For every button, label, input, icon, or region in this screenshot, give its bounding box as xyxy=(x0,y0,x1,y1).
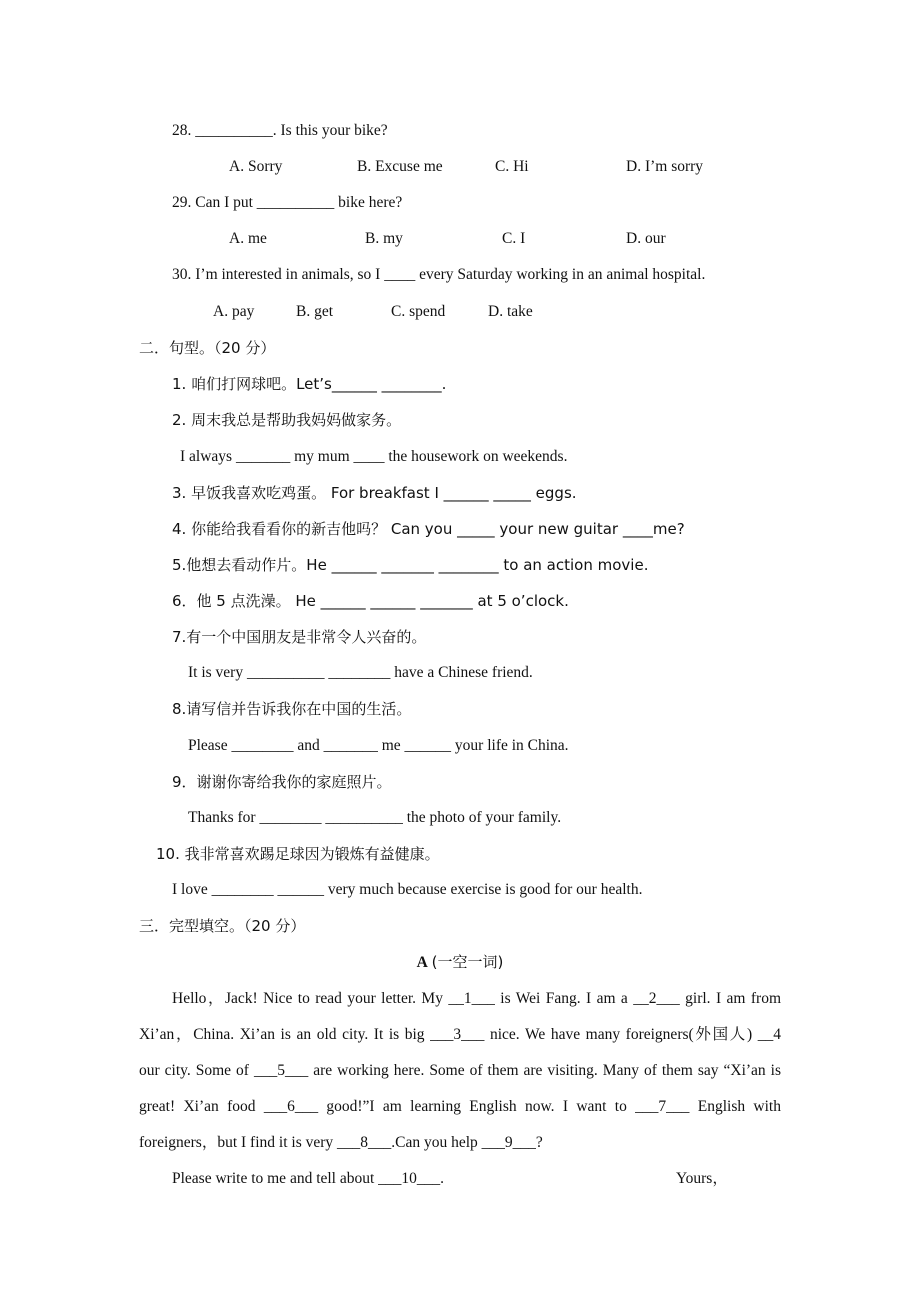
question-28-option-d: D. I’m sorry xyxy=(626,158,704,175)
question-29-option-b: B. my xyxy=(365,230,403,247)
section-2-heading: 二．句型。（20 分） xyxy=(139,339,276,357)
question-30-option-d: D. take xyxy=(488,303,533,320)
question-30-option-b: B. get xyxy=(296,303,334,320)
letter-signoff: Yours， xyxy=(676,1170,728,1187)
sentence-item-7-prompt: 7.有一个中国朋友是非常令人兴奋的。 xyxy=(172,628,427,646)
cloze-subtitle xyxy=(0,952,920,973)
question-30-option-a: A. pay xyxy=(213,303,255,320)
sentence-item-2-answer: I always _______ my mum ____ the housework on weekends. xyxy=(180,448,568,465)
cloze-line-2: Xi’an，China. Xi’an is an old city. It is big ___3___ nice. We have many foreigners(外国人) __4 xyxy=(139,1026,781,1043)
sentence-item-5: 5.他想去看动作片。He ______ _______ ________ to an action movie. xyxy=(172,556,649,574)
section-3-heading: 三．完型填空。（20 分） xyxy=(139,917,306,935)
cloze-line-5: foreigners，but I find it is very ___8___.Can you help ___9___? xyxy=(139,1134,543,1151)
sentence-item-2-prompt: 2. 周末我总是帮助我妈妈做家务。 xyxy=(172,411,402,429)
cloze-line-1: Hello，Jack! Nice to read your letter. My __1___ is Wei Fang. I am a __2___ girl. I am from xyxy=(172,990,781,1007)
question-30-stem: 30. I’m interested in animals, so I ____ every Saturday working in an animal hospital. xyxy=(172,266,706,283)
question-29-option-d: D. our xyxy=(626,230,666,247)
sentence-item-8-prompt: 8.请写信并告诉我你在中国的生活。 xyxy=(172,700,412,718)
sentence-item-9-prompt: 9．谢谢你寄给我你的家庭照片。 xyxy=(172,773,392,791)
sentence-item-6: 6．他 5 点洗澡。 He ______ ______ _______ at 5 o’clock. xyxy=(172,592,569,610)
sentence-item-10-answer: I love ________ ______ very much because exercise is good for our health. xyxy=(172,881,643,898)
question-29-stem: 29. Can I put __________ bike here? xyxy=(172,194,403,211)
question-29-option-a: A. me xyxy=(229,230,267,247)
question-28-option-a: A. Sorry xyxy=(229,158,283,175)
question-28-option-c: C. Hi xyxy=(495,158,529,175)
sentence-item-4: 4. 你能给我看看你的新吉他吗？ Can you _____ your new guitar ____me? xyxy=(172,520,685,538)
cloze-line-4: great! Xi’an food ___6___ good!”I am learning English now. I want to ___7___ English with xyxy=(139,1098,781,1115)
cloze-closing-line: Please write to me and tell about ___10___. xyxy=(172,1170,445,1187)
sentence-item-3: 3. 早饭我喜欢吃鸡蛋。 For breakfast I ______ _____ eggs. xyxy=(172,484,577,502)
cloze-part-note: (一空一词) xyxy=(431,953,504,971)
question-28-stem: 28. __________. Is this your bike? xyxy=(172,122,388,139)
sentence-item-1: 1. 咱们打网球吧。Let’s______ ________. xyxy=(172,375,447,393)
cloze-line-3: our city. Some of ___5___ are working here. Some of them are visiting. Many of them say “Xi’an is xyxy=(139,1062,781,1079)
cloze-part-label: A xyxy=(416,954,428,971)
sentence-item-10-prompt: 10. 我非常喜欢踢足球因为锻炼有益健康。 xyxy=(156,845,440,863)
question-30-option-c: C. spend xyxy=(391,303,446,320)
question-28-option-b: B. Excuse me xyxy=(357,158,443,175)
question-29-option-c: C. I xyxy=(502,230,526,247)
sentence-item-9-answer: Thanks for ________ __________ the photo of your family. xyxy=(188,809,562,826)
sentence-item-8-answer: Please ________ and _______ me ______ your life in China. xyxy=(188,737,569,754)
sentence-item-7-answer: It is very __________ ________ have a Chinese friend. xyxy=(188,664,533,681)
